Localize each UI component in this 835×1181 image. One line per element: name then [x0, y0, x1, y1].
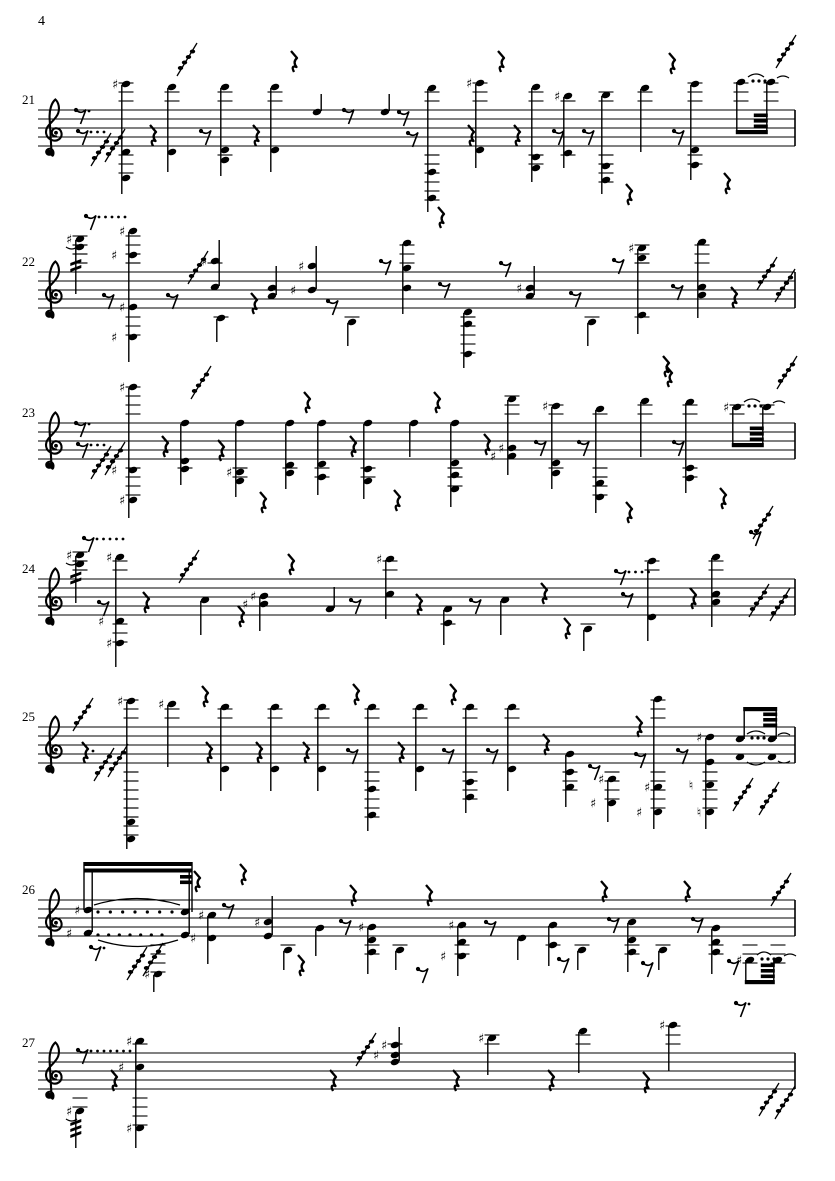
svg-text:♯: ♯ [439, 948, 447, 964]
measure-number: 25 [22, 709, 35, 724]
svg-text:♯: ♯ [118, 492, 126, 508]
svg-text:♯: ♯ [249, 588, 257, 604]
svg-text:♯: ♯ [143, 966, 151, 982]
svg-text:♯: ♯ [110, 462, 118, 478]
svg-text:♯: ♯ [635, 804, 643, 820]
page-number: 4 [38, 14, 45, 29]
svg-text:♯: ♯ [297, 258, 305, 274]
svg-text:♯: ♯ [357, 919, 365, 935]
measure-number: 24 [22, 561, 35, 576]
svg-text:♯: ♯ [118, 299, 126, 315]
svg-text:♯: ♯ [125, 1033, 133, 1049]
svg-text:♮: ♮ [688, 777, 694, 793]
svg-text:♯: ♯ [465, 75, 473, 91]
svg-text:♯: ♯ [97, 613, 105, 629]
svg-text:♯: ♯ [489, 448, 497, 464]
svg-text:♯: ♯ [515, 280, 523, 296]
svg-text:♯: ♯ [65, 1103, 73, 1119]
svg-text:♯: ♯ [658, 1017, 666, 1033]
svg-text:♯: ♯ [117, 1059, 125, 1075]
svg-text:♯: ♯ [241, 596, 249, 612]
svg-text:♯: ♯ [289, 282, 297, 298]
svg-text:♯: ♯ [497, 440, 505, 456]
svg-text:♯: ♯ [553, 88, 561, 104]
svg-text:♯: ♯ [197, 907, 205, 923]
measure-number: 27 [22, 1035, 35, 1050]
svg-text:♮: ♮ [696, 804, 702, 820]
svg-text:♯: ♯ [105, 549, 113, 565]
svg-text:♯: ♯ [125, 1120, 133, 1136]
svg-text:♯: ♯ [643, 779, 651, 795]
measure-number: 21 [22, 92, 35, 107]
svg-text:♯: ♯ [73, 902, 81, 918]
measure-number: 22 [22, 254, 35, 269]
measure-number: 26 [22, 882, 35, 897]
measure-number: 23 [22, 405, 35, 420]
svg-text:♯: ♯ [695, 729, 703, 745]
svg-text:♯: ♯ [116, 693, 124, 709]
svg-text:♯: ♯ [597, 771, 605, 787]
svg-text:♯: ♯ [541, 398, 549, 414]
svg-text:♯: ♯ [200, 253, 208, 269]
svg-text:♯: ♯ [627, 240, 635, 256]
svg-text:♯: ♯ [189, 930, 197, 946]
svg-text:♯: ♯ [157, 696, 165, 712]
svg-text:♯: ♯ [477, 1030, 485, 1046]
svg-text:♯: ♯ [722, 399, 730, 415]
svg-text:♯: ♯ [105, 635, 113, 651]
svg-text:♯: ♯ [65, 231, 73, 247]
svg-text:♯: ♯ [589, 795, 597, 811]
svg-text:♯: ♯ [253, 914, 261, 930]
svg-text:♯: ♯ [110, 247, 118, 263]
svg-text:♯: ♯ [65, 547, 73, 563]
svg-text:♯: ♯ [225, 464, 233, 480]
svg-text:♯: ♯ [110, 329, 118, 345]
svg-text:♯: ♯ [118, 379, 126, 395]
svg-text:♯: ♯ [375, 551, 383, 567]
svg-text:♯: ♯ [118, 223, 126, 239]
svg-text:♯: ♯ [447, 917, 455, 933]
svg-text:♯: ♯ [380, 1037, 388, 1053]
svg-text:♯: ♯ [372, 1047, 380, 1063]
svg-text:♯: ♯ [735, 952, 743, 968]
svg-text:♯: ♯ [111, 76, 119, 92]
svg-text:♯: ♯ [65, 925, 73, 941]
